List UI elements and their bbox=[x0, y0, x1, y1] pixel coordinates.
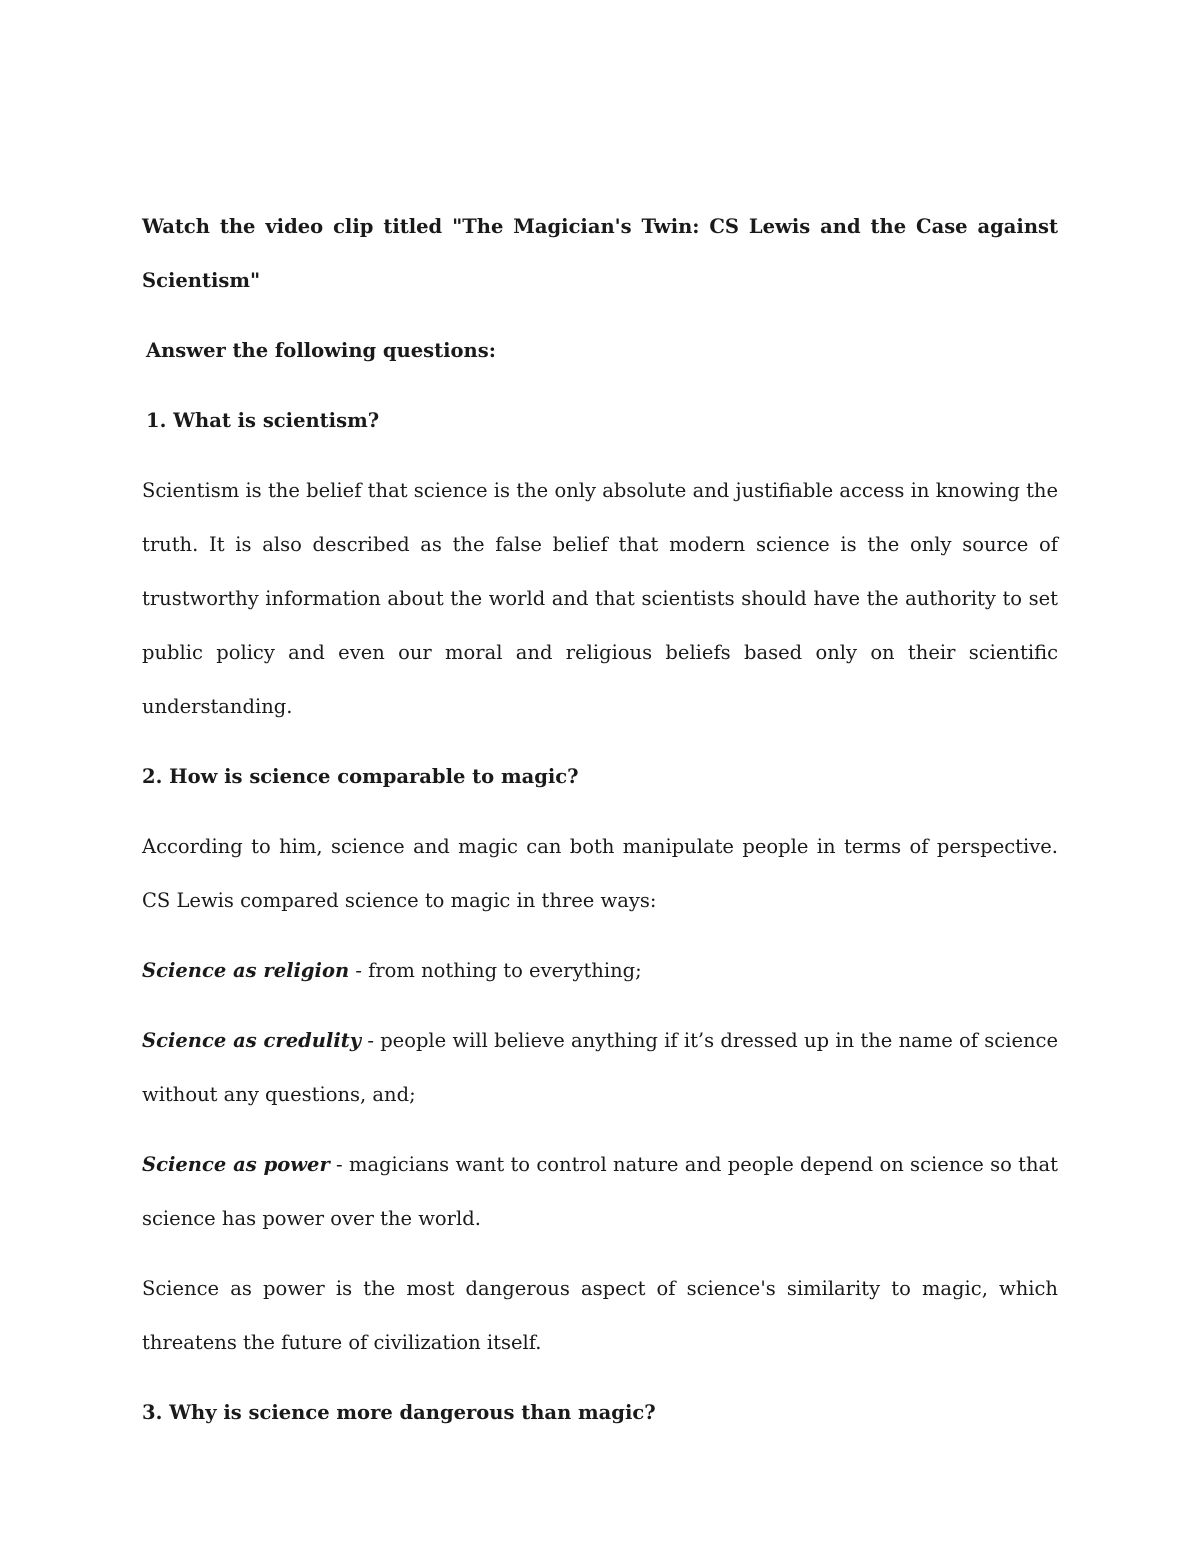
way-desc: - people will believe anything if it’s dressed up in the name of science without any questions, and; bbox=[142, 1029, 1059, 1106]
way-credulity bbox=[142, 1014, 1058, 1122]
question-1: 1. What is scientism? bbox=[146, 409, 380, 432]
way-term: Science as religion bbox=[142, 959, 350, 982]
instruction-heading: Answer the following questions: bbox=[146, 339, 496, 362]
way-desc: - magicians want to control nature and people depend on science so that science has power over the world. bbox=[142, 1153, 1058, 1230]
way-term: Science as power bbox=[142, 1153, 330, 1176]
way-desc: - from nothing to everything; bbox=[349, 959, 642, 982]
way-term: Science as credulity bbox=[142, 1029, 362, 1052]
answer-2-conclusion: Science as power is the most dangerous aspect of science's similarity to magic, which threatens the future of civilization itself. bbox=[142, 1277, 1058, 1354]
document-body bbox=[142, 200, 1058, 1456]
answer-2-intro: According to him, science and magic can both manipulate people in terms of perspective. CS Lewis compared science to magic in three ways: bbox=[142, 835, 1058, 912]
way-power bbox=[142, 1138, 1058, 1246]
answer-1: Scientism is the belief that science is the only absolute and justifiable access in knowing the truth. It is also described as the false belief that modern science is the only source of trustworthy information about the world and that scientists should have the authority to set public policy and even our moral and religious beliefs based only on their scientific understanding. bbox=[142, 479, 1058, 718]
question-3: 3. Why is science more dangerous than magic? bbox=[142, 1401, 656, 1424]
way-religion bbox=[142, 944, 1058, 998]
assignment-intro: Watch the video clip titled "The Magician's Twin: CS Lewis and the Case against Scientism" bbox=[142, 215, 1058, 292]
question-2: 2. How is science comparable to magic? bbox=[142, 765, 579, 788]
